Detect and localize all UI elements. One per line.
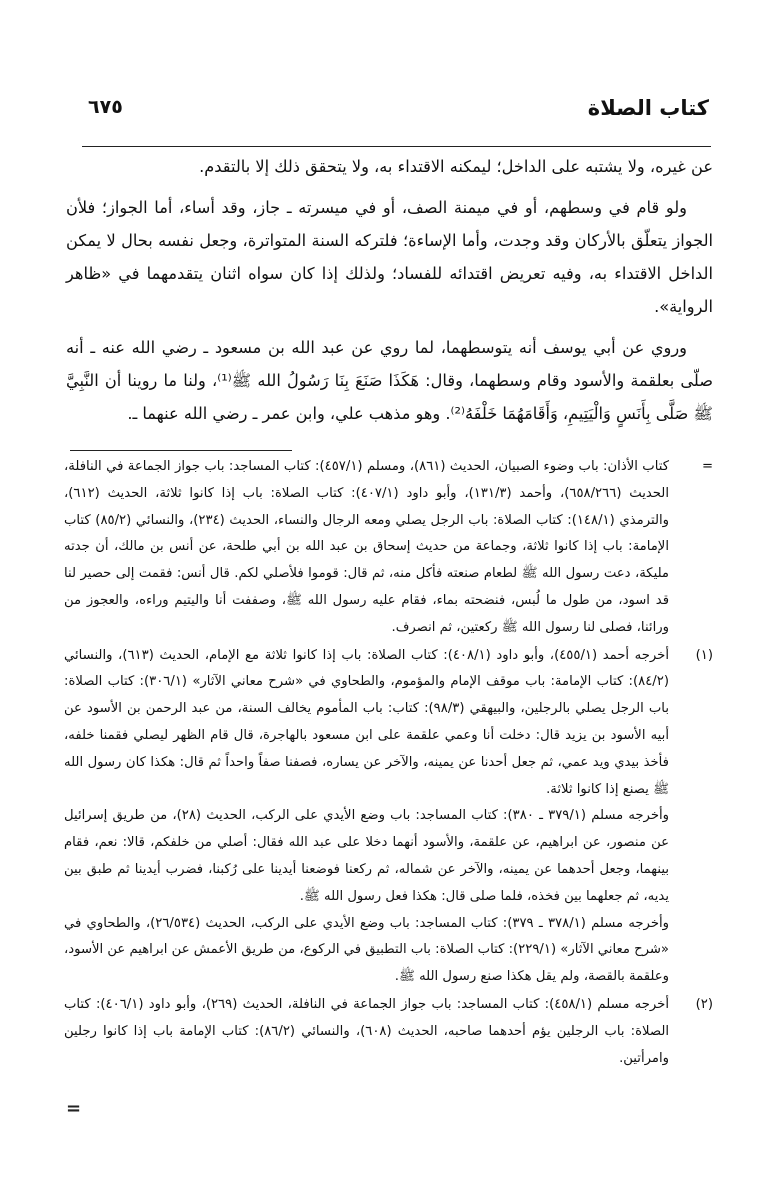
footnote-marker: = [701,459,713,474]
footnote-text: وأخرجه مسلم (٣٧٩/١ ـ ٣٨٠): كتاب المساجد: باب وضع الأيدي على الركب، الحديث (٢٨)، من طريق إسرائيل عن منصور، عن ابراهيم، عن علقمة، والأسود أنهما دخلا على عبد الله فقال: أصلي من خلفكم، قالا: نعم، فقام بينهما، وجعل أحدهما عن يمينه، والآخر عن شماله، ثم ركعنا فوضعنا أيدينا على رُكبنا، فضرب أيدينا ثم طبق بين يديه، ثم جعلهما بين فخذه، فلما صلى قال: هكذا فعل رسول الله ﷺ. [64,808,670,904]
page-number: ٦٧٥ [88,96,123,118]
page-header [78,96,709,136]
main-paragraph: وروي عن أبي يوسف أنه يتوسطهما، لما روي عن عبد الله بن مسعود ـ رضي الله عنه ـ أنه صلّى بعلقمة والأسود وقام وسطهما، وقال: هَكَذَا صَنَعَ بِنَا رَسُولُ الله ﷺ⁽¹⁾، ولنا ما روينا أن النَّبِيَّ ﷺ صَلَّى بِأَنَسٍ وَالْيَتِيمِ، وَأَقَامَهُمَا خَلْفَهُ⁽²⁾. وهو مذهب علي، وابن عمر ـ رضي الله عنهما ـ. [66,338,713,423]
footnote-2 [64,992,713,1072]
footnote-continuation [64,454,713,642]
footnote-text: كتاب الأذان: باب وضوء الصبيان، الحديث (٨٦١)، ومسلم (٤٥٧/١): كتاب المساجد: باب جواز الجماعة في النافلة، الحديث (٦٥٨/٢٦٦)، وأحمد (١٣١/٣)، وأبو داود (٤٠٧/١): كتاب الصلاة: باب إذا كانوا ثلاثة، الحديث (٦١٢)، والترمذي (١٤٨/١): كتاب الصلاة: باب الرجل يصلي ومعه الرجال والنساء، الحديث (٢٣٤)، والنسائي (٨٥/٢) كتاب الإمامة: باب إذا كانوا ثلاثة، وجماعة من حديث إسحاق بن عبد الله بن أبي طلحة، عن أنس بن مالك، أن جدته مليكة، دعت رسول الله ﷺ لطعام صنعته فأكل منه، ثم قال: قوموا فلأصلي لكم. قال أنس: فقمت إلى حصير لنا قد اسود، من طول ما لُبس، فنضحته بماء، فقام عليه رسول الله ﷺ، وصففت أنا واليتيم وراءه، والعجوز من ورائنا، فصلى لنا رسول الله ﷺ ركعتين، ثم انصرف. [64,459,670,635]
footnote-number: (١) [695,647,713,663]
main-paragraph: ولو قام في وسطهم، أو في ميمنة الصف، أو في ميسرته ـ جاز، وقد أساء، أما الجواز؛ فلأن الجواز يتعلّق بالأركان وقد وجدت، وأما الإساءة؛ فلتركه السنة المتواترة، وجعل نفسه بحال لا يمكن الداخل الاقتداء به، وفيه تعريض اقتدائه للفساد؛ ولذلك إذا كان سواه اثنان يتقدمهما في «ظاهر الرواية». [66,198,713,316]
footnote-number: (٢) [695,996,713,1012]
footnote-text: أخرجه أحمد (٤٥٥/١)، وأبو داود (٤٠٨/١): كتاب الصلاة: باب إذا كانوا ثلاثة مع الإمام، الحديث (٦١٣)، والنسائي (٨٤/٢): كتاب الإمامة: باب موقف الإمام والمؤموم، والطحاوي في «شرح معاني الآثار» (٣٠٦/١): كتاب الصلاة: باب الرجل يصلي بالرجلين، والبيهقي (٩٨/٣): كتاب: باب المأموم يخالف السنة، من عبد الرحمن بن الأسود عن أبيه الأسود بن يزيد قال: دخلت أنا وعمي علقمة على ابن مسعود بالهاجرة، قال قام الظهر ليصلي فقمنا خلفه، فأخذ بيدي ويد عمي، ثم جعل أحدنا عن يمينه، والآخر عن يساره، فصفنا صفاً واحداً ثم قال: هكذا كان رسول الله ﷺ يصنع إذا كانوا ثلاثة. [64,647,669,797]
main-paragraph: عن غيره، ولا يشتبه على الداخل؛ ليمكنه الاقتداء به، ولا يتحقق ذلك إلا بالتقدم. [199,157,713,176]
continuation-mark: = [66,1098,82,1119]
footnote-text: وأخرجه مسلم (٣٧٨/١ ـ ٣٧٩): كتاب المساجد: باب وضع الأيدي على الركب، الحديث (٢٦/٥٣٤)، والطحاوي في «شرح معاني الآثار» (٢٢٩/١): كتاب الصلاة: باب التطبيق في الركوع، من طريق الأعمش عن ابراهيم عن الأسود، وعلقمة بالقصة، ولم يقل هكذا صنع رسول الله ﷺ. [64,915,670,985]
footnote-separator [70,450,292,451]
footnote-1 [64,643,713,991]
chapter-title: كتاب الصلاة [587,96,709,120]
main-text [66,150,713,438]
footnotes [64,454,713,1073]
header-rule [82,146,711,147]
footnote-text: أخرجه مسلم (٤٥٨/١): كتاب المساجد: باب جواز الجماعة في النافلة، الحديث (٢٦٩)، وأبو داود (٤٠٦/١): كتاب الصلاة: باب الرجلين يؤم أحدهما صاحبه، الحديث (٦٠٨)، والنسائي (٨٦/٢): كتاب الإمامة باب إذا كانوا رجلين وامرأتين. [64,996,670,1066]
